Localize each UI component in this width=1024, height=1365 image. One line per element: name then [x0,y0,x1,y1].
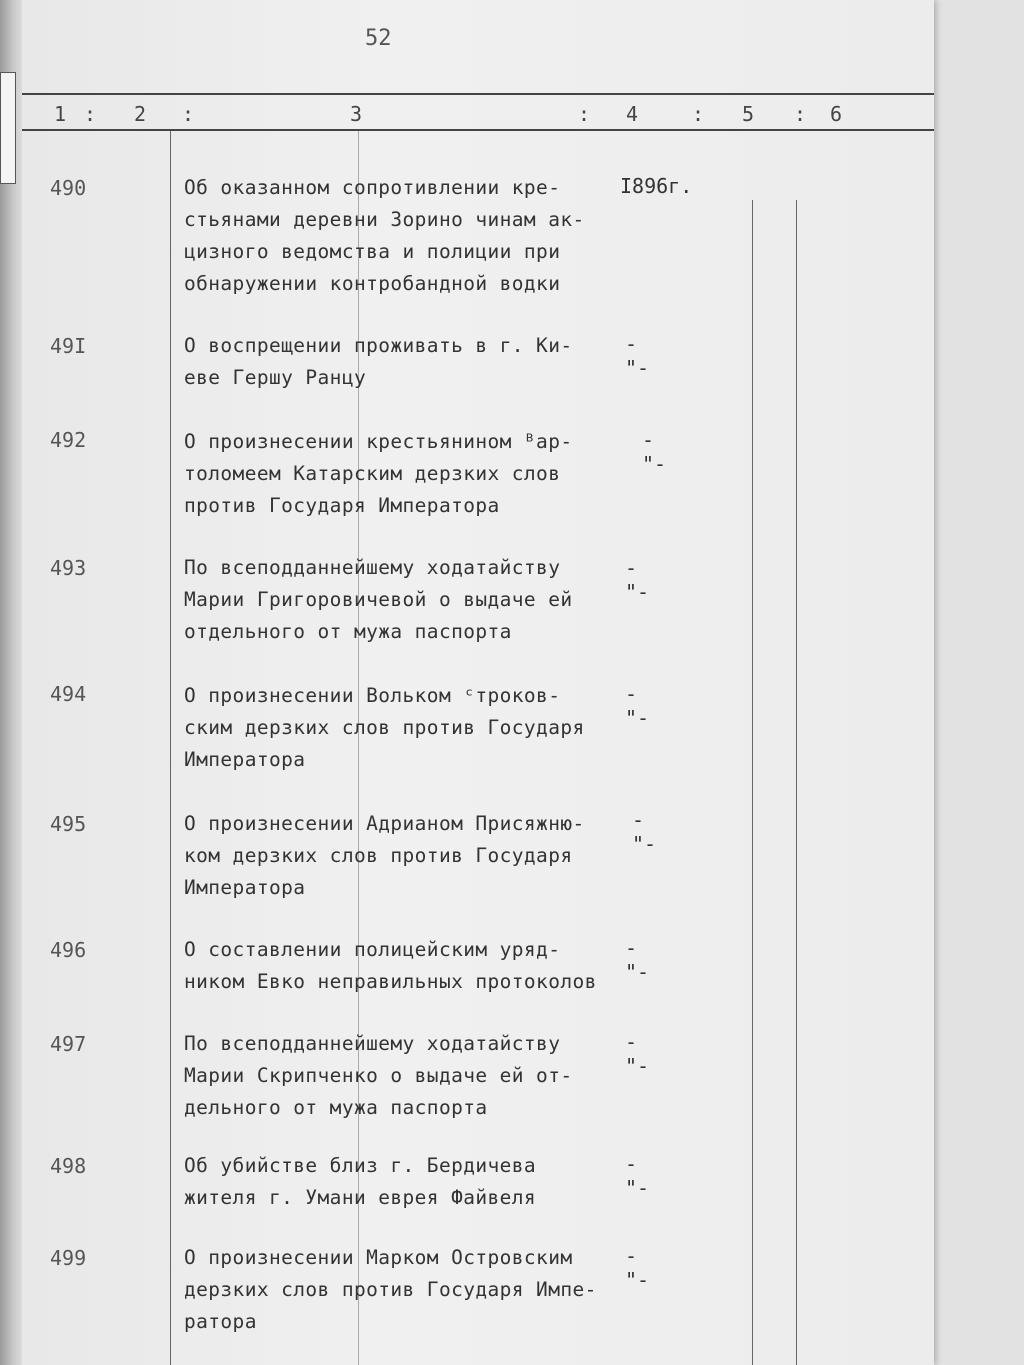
col-header-5: 5 [742,102,755,126]
entry-date: -"- [625,936,650,984]
col-separator: : [182,102,195,126]
entry-date: -"- [625,1244,650,1292]
entry-number: 499 [50,1246,87,1270]
page-number: 52 [365,26,392,51]
binding-spine [0,0,22,1365]
entry-title: Об оказанном сопротивлении кре- стьянами деревни Зорино чинам ак- цизного ведомства и полиции при обнаружении контробандной водки [184,176,585,295]
entry-title: О воспрещении проживать в г. Ки- еве Гершу Ранцу [184,334,573,389]
column-header-row [22,97,934,129]
col-header-4: 4 [626,102,639,126]
entry-title: Об убийстве близ г. Бердичева жителя г. Умани еврея Файвеля [184,1154,537,1209]
column-divider [796,200,797,1365]
col-header-1: 1 [54,102,67,126]
col-separator: : [794,102,807,126]
entry-number: 494 [50,682,87,706]
entry-number: 490 [50,176,87,200]
entry-number: 496 [50,938,87,962]
col-separator: : [692,102,705,126]
entry-title: О произнесении Адрианом Присяжню- ком дерзких слов против Государя Императора [184,812,585,899]
col-header-6: 6 [830,102,843,126]
entry-number: 497 [50,1032,87,1056]
entry-title: О произнесении Марком Островским дерзких слов против Государя Импе- ратора [184,1246,597,1333]
entry-date: I896г. [620,174,693,198]
header-bottom-rule [22,129,934,131]
entry-title: По всеподданнейшему ходатайству Марии Скрипченко о выдаче ей от- дельного от мужа паспорта [184,1032,573,1119]
entry-number: 49I [50,334,87,358]
entry-date: -"- [632,808,657,856]
entry-date: -"- [625,556,650,604]
col-separator: : [578,102,591,126]
entry-number: 493 [50,556,87,580]
entry-title: О произнесении крестьянином ᴮар- толомеем Катарским дерзких слов против Государя Императора [184,430,573,517]
entry-title: О произнесении Вольком ᶜтроков- ским дерзких слов против Государя Императора [184,684,585,771]
entry-date: -"- [625,1030,650,1078]
entry-number: 495 [50,812,87,836]
header-top-rule [22,93,934,95]
column-divider [752,200,753,1365]
entry-number: 498 [50,1154,87,1178]
entry-date: -"- [625,1152,650,1200]
entry-date: -"- [625,682,650,730]
col-header-2: 2 [134,102,147,126]
entry-date: -"- [642,428,667,476]
col-header-3: 3 [350,102,363,126]
entry-date: -"- [625,332,650,380]
col-separator: : [84,102,97,126]
background-surface [934,0,1024,1365]
entry-title: По всеподданнейшему ходатайству Марии Григоровичевой о выдаче ей отдельного от мужа паспорта [184,556,573,643]
entry-title: О составлении полицейским уряд- ником Евко неправильных протоколов [184,938,597,993]
entry-number: 492 [50,428,87,452]
column-divider [170,131,171,1365]
spine-label-tab [0,72,16,184]
